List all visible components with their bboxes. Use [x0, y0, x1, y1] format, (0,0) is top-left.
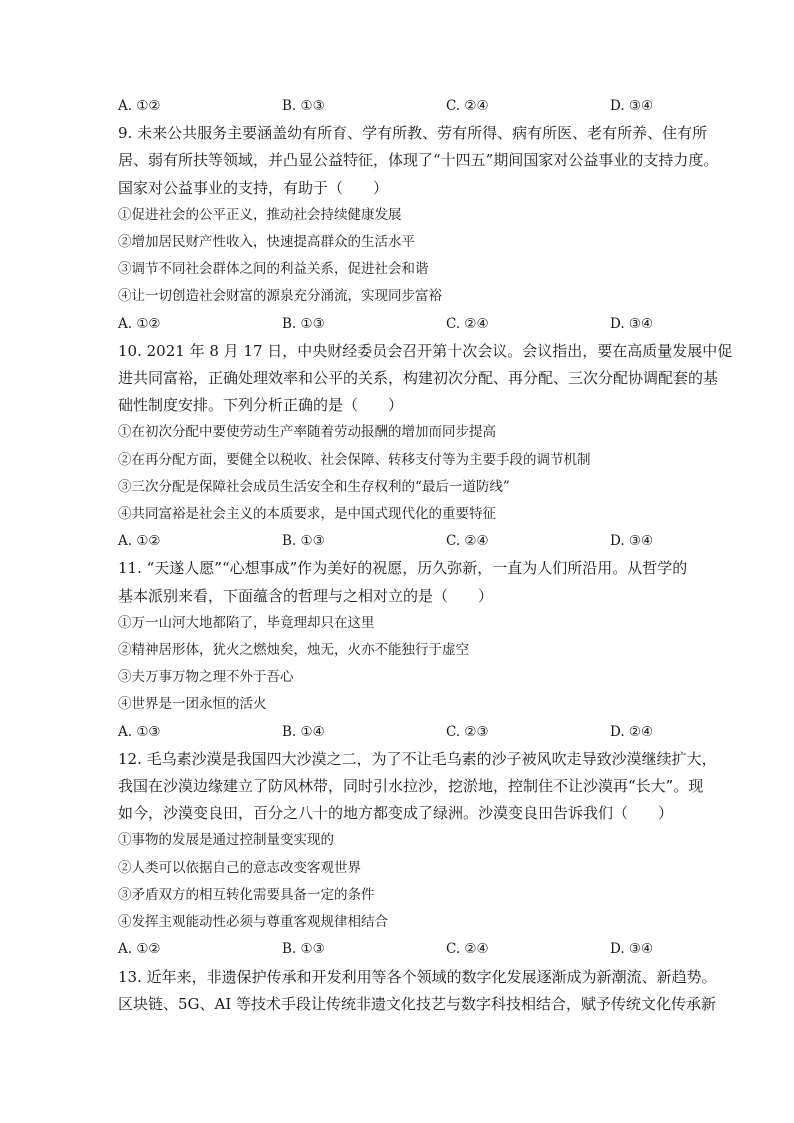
question-11 [118, 555, 688, 745]
option-c: C. ②④ [446, 98, 489, 114]
option-d: D. ③④ [610, 315, 654, 332]
statement-3: ③三次分配是保障社会成员生活安全和生存权利的“最后一道防线” [118, 478, 510, 495]
option-d: D. ③④ [610, 941, 654, 958]
q8-options [118, 93, 678, 120]
statement-4: ④共同富裕是社会主义的本质要求，是中国式现代化的重要特征 [118, 506, 496, 523]
question-stem-line: 我国在沙漠边缘建立了防风林带，同时引水拉沙，挖淤地，控制住不让沙漠再“长大”。现 [118, 777, 704, 796]
option-d: D. ③④ [610, 98, 654, 114]
statement-2: ②人类可以依据自己的意志改变客观世界 [118, 859, 361, 876]
question-stem-line: 区块链、5G、AI 等技术手段让传统非遗文化技艺与数字科技相结合，赋予传统文化传承新 [118, 994, 717, 1013]
statement-1: ①万一山河大地都陷了，毕竟理却只在这里 [118, 614, 375, 631]
question-stem-line: 居、弱有所扶等领域，并凸显公益特征，体现了“十四五”期间国家对公益事业的支持力度。 [118, 151, 719, 170]
question-stem-line: 础性制度安排。下列分析正确的是（ ） [118, 396, 404, 415]
q11-options [118, 719, 678, 746]
option-b: B. ①③ [282, 98, 325, 114]
option-c: C. ②③ [446, 723, 489, 740]
statement-2: ②增加居民财产性收入，快速提高群众的生活水平 [118, 234, 415, 251]
statement-4: ④让一切创造社会财富的源泉充分涌流，实现同步富裕 [118, 288, 442, 305]
option-c: C. ②④ [446, 533, 489, 550]
option-a: A. ①② [118, 941, 161, 958]
question-stem-line: 13. 近年来，非遗保护传承和开发利用等各个领域的数字化发展逐渐成为新潮流、新趋势。 [118, 967, 717, 986]
question-stem-line: 进共同富裕，正确处理效率和公平的关系，构建初次分配、再分配、三次分配协调配套的基 [118, 369, 719, 388]
statement-2: ②在再分配方面，要健全以税收、社会保障、转移支付等为主要手段的调节机制 [118, 451, 591, 468]
q9-options [118, 311, 678, 338]
q10-options [118, 528, 678, 555]
question-12 [118, 746, 717, 964]
question-stem-line: 国家对公益事业的支持，有助于（ ） [118, 178, 389, 197]
statement-3: ③夫万事万物之理不外于吾心 [118, 669, 294, 686]
page-content [118, 93, 733, 1018]
option-b: B. ①③ [282, 315, 325, 332]
question-stem-line: 11. “天遂人愿”“心想事成”作为美好的祝愿，历久弥新，一直为人们所沿用。从哲学的 [118, 559, 688, 578]
option-d: D. ②④ [610, 723, 654, 740]
question-stem-line: 如今，沙漠变良田，百分之八十的地方都变成了绿洲。沙漠变良田告诉我们（ ） [118, 804, 674, 823]
statement-3: ③调节不同社会群体之间的利益关系，促进社会和谐 [118, 261, 429, 278]
statement-4: ④发挥主观能动性必须与尊重客观规律相结合 [118, 914, 388, 931]
option-b: B. ①③ [282, 533, 325, 550]
question-stem-line: 10. 2021 年 8 月 17 日，中央财经委员会召开第十次会议。会议指出，要在高质量发展中促 [118, 341, 733, 360]
option-a: A. ①② [118, 98, 161, 114]
question-stem-line: 12. 毛乌素沙漠是我国四大沙漠之二，为了不让毛乌素的沙子被风吹走导致沙漠继续扩大， [118, 749, 717, 768]
statement-1: ①在初次分配中要使劳动生产率随着劳动报酬的增加而同步提高 [118, 424, 496, 441]
question-13 [118, 964, 717, 1018]
statement-3: ③矛盾双方的相互转化需要具备一定的条件 [118, 886, 375, 903]
option-b: B. ①④ [282, 723, 325, 740]
option-c: C. ②④ [446, 941, 489, 958]
option-a: A. ①② [118, 533, 161, 550]
option-a: A. ①③ [118, 723, 161, 740]
option-b: B. ①③ [282, 941, 325, 958]
option-d: D. ③④ [610, 533, 654, 550]
question-stem-line: 9. 未来公共服务主要涵盖幼有所育、学有所教、劳有所得、病有所医、老有所养、住有所 [118, 124, 708, 143]
q12-options [118, 936, 678, 963]
statement-4: ④世界是一团永恒的活火 [118, 696, 267, 713]
question-stem-line: 基本派别来看，下面蕴含的哲理与之相对立的是（ ） [118, 586, 494, 605]
statement-1: ①促进社会的公平正义，推动社会持续健康发展 [118, 206, 402, 223]
question-9 [118, 120, 719, 338]
statement-1: ①事物的发展是通过控制量变实现的 [118, 832, 334, 849]
statement-2: ②精神居形体，犹火之燃烛矣，烛无，火亦不能独行于虚空 [118, 642, 469, 659]
option-c: C. ②④ [446, 315, 489, 332]
option-a: A. ①② [118, 315, 161, 332]
question-10 [118, 338, 733, 556]
